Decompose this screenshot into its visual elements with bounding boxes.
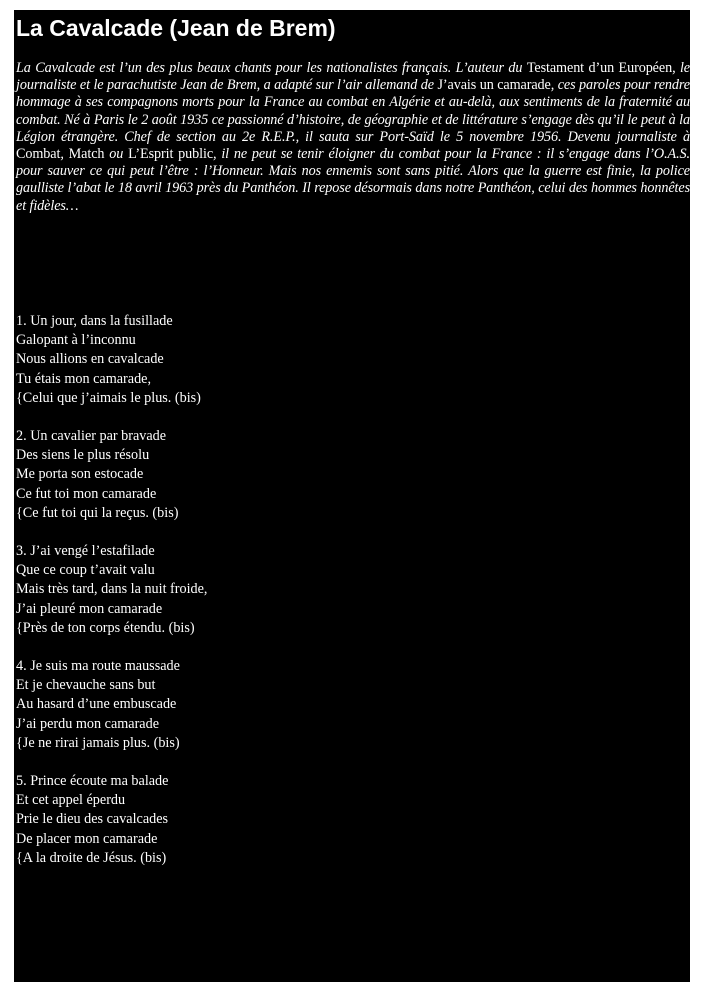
lyric-line: Ce fut toi mon camarade [16, 485, 157, 502]
lyric-line: 1. Un jour, dans la fusillade [16, 313, 173, 329]
stanza-1 [16, 312, 656, 408]
intro-segment-book-title: Testament d’un Européen [526, 60, 673, 76]
lyric-line: Nous allions en cavalcade [16, 351, 164, 368]
lyric-line: De placer mon camarade [16, 830, 158, 847]
intro-segment: , [60, 146, 69, 163]
intro-segment-song-title: J’avais un camarade [437, 77, 551, 94]
lyric-refrain-line: {Je ne rirai jamais plus. (bis) [16, 734, 180, 751]
lyric-line: Et cet appel éperdu [16, 792, 126, 809]
document-page [14, 10, 690, 982]
intro-segment: ou [104, 146, 129, 163]
lyric-line: Me porta son estocade [16, 466, 144, 483]
stanza-3 [16, 542, 656, 638]
stanza-5 [16, 772, 656, 868]
lyric-line: Des siens le plus résolu [16, 447, 150, 464]
lyric-line: Galopant à l’inconnu [16, 332, 136, 349]
song-lyrics [16, 312, 656, 887]
stanza-4 [16, 657, 656, 753]
lyric-line: Tu étais mon camarade, [16, 370, 152, 387]
lyric-line: Prie le dieu des cavalcades [16, 811, 169, 828]
lyric-line: 5. Prince écoute ma balade [16, 773, 169, 790]
lyric-line: Que ce coup t’avait valu [16, 562, 155, 579]
intro-segment-newspaper: Match [68, 146, 105, 163]
document-title: La Cavalcade (Jean de Brem) [16, 15, 336, 41]
intro-segment: , le journaliste et le parachutiste Jean de Brem, a adapté sur l’air allemand de [16, 60, 690, 94]
lyric-line: Et je chevauche sans but [16, 677, 156, 694]
lyric-line: J’ai pleuré mon camarade [16, 600, 163, 617]
intro-segment: , ces paroles pour rendre hommage à ses compagnons morts pour la France au combat en Algérie et au-delà, aux sentiments de la fraternité au combat. Né à Paris le 2 août 1935 ce passionné d’histoire, de géographie et de littérature s’engage dès qu’il le peut à la Légion étrangère. Chef de section au 2e R.E.P., il sauta sur Port-Saïd le 5 novembre 1956. Devenu journaliste à [16, 77, 690, 145]
lyric-line: Mais très tard, dans la nuit froide, [16, 581, 208, 598]
lyric-refrain-line: {Près de ton corps étendu. (bis) [16, 619, 195, 636]
lyric-line: Au hasard d’une embuscade [16, 696, 177, 713]
intro-segment-newspaper: Combat [16, 146, 61, 163]
lyric-line: 3. J’ai vengé l’estafilade [16, 543, 155, 560]
lyric-refrain-line: {Celui que j’aimais le plus. (bis) [16, 389, 201, 406]
lyric-refrain-line: {A la droite de Jésus. (bis) [16, 849, 167, 866]
stanza-2 [16, 427, 656, 523]
intro-segment: La Cavalcade est l’un des plus beaux chants pour les nationalistes français. L’auteur du [16, 60, 527, 76]
intro-segment: , il ne peut se tenir éloigner du combat pour la France : il s’engage dans l’O.A.S. pour sauver ce qui peut l’être : l’Honneur. Mais nos ennemis sont sans pitié. Alors que la guerre est finie, la police gaulliste l’abat le 18 avril 1963 près du Panthéon. Il repose désormais dans notre Panthéon, celui des hommes honnêtes et fidèles… [16, 146, 690, 214]
intro-paragraph [16, 60, 690, 215]
lyric-line: 2. Un cavalier par bravade [16, 428, 167, 445]
lyric-line: 4. Je suis ma route maussade [16, 658, 180, 675]
intro-segment-newspaper: L’Esprit public [128, 146, 214, 163]
lyric-line: J’ai perdu mon camarade [16, 715, 159, 732]
lyric-refrain-line: {Ce fut toi qui la reçus. (bis) [16, 504, 179, 521]
